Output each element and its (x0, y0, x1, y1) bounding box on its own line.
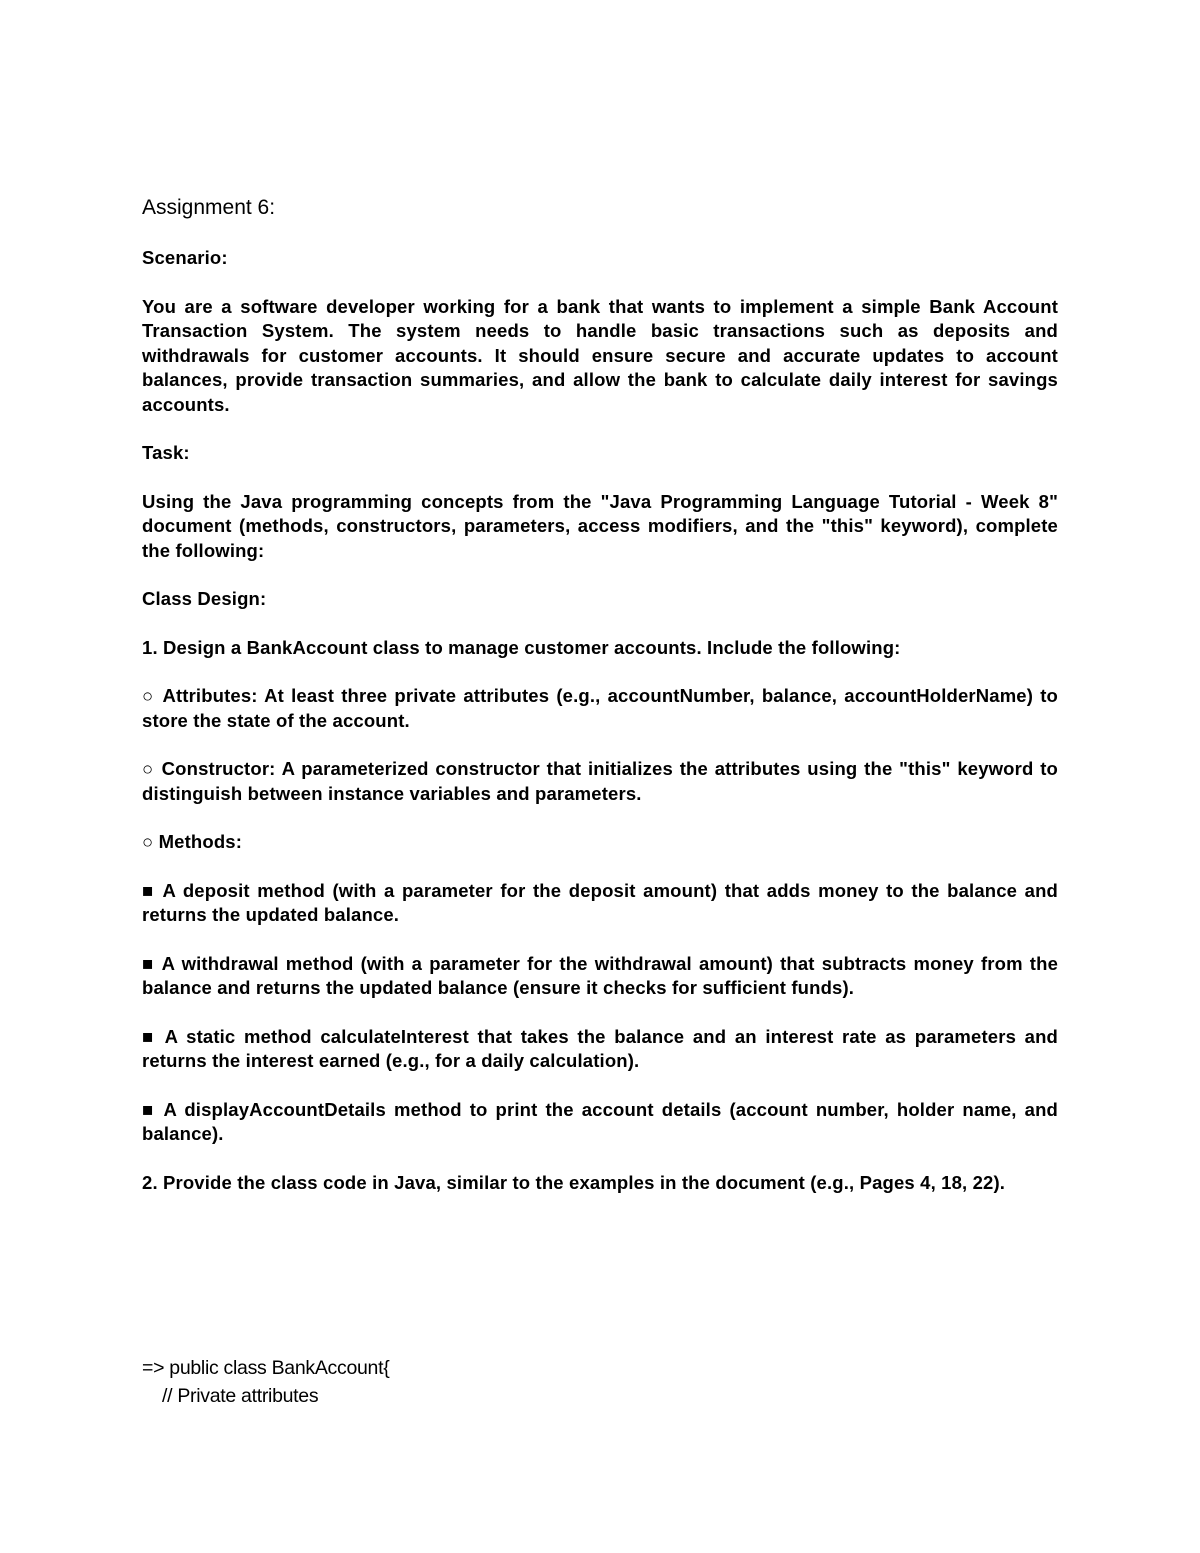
method-deposit-text: A deposit method (with a parameter for the deposit amount) that adds money to the balance and returns the updated balance. (142, 879, 1058, 925)
square-bullet-icon: ■ (142, 952, 156, 974)
method-display-text: A displayAccountDetails method to print the account details (account number, holder name, and balance). (142, 1098, 1058, 1144)
circle-bullet-icon: ○ (142, 758, 155, 779)
methods-item (142, 830, 1058, 855)
document-body (142, 196, 1058, 1219)
attributes-text: Attributes: At least three private attributes (e.g., accountNumber, balance, accountHolderName) to store the state of the account. (142, 685, 1058, 731)
method-interest-item (142, 1025, 1058, 1074)
class-design-heading: Class Design: (142, 588, 267, 609)
square-bullet-icon: ■ (142, 1098, 157, 1120)
code-line: => public class BankAccount{ (142, 1357, 390, 1379)
method-withdrawal-item (142, 952, 1058, 1001)
item-2: 2. Provide the class code in Java, similar to the examples in the document (e.g., Pages 4, 18, 22). (142, 1171, 1006, 1193)
constructor-text: Constructor: A parameterized constructor that initializes the attributes using the "this" keyword to distinguish between instance variables and parameters. (142, 758, 1058, 804)
method-display-item (142, 1098, 1058, 1147)
square-bullet-icon: ■ (142, 1025, 157, 1047)
scenario-paragraph: You are a software developer working for a bank that wants to implement a simple Bank Account Transaction System. The system needs to handle basic transactions such as deposits and withdrawals for customer accounts. It should ensure secure and accurate updates to account balances, provide transaction summaries, and allow the bank to calculate daily interest for savings accounts. (142, 295, 1058, 415)
circle-bullet-icon: ○ (142, 685, 156, 706)
method-deposit-item (142, 879, 1058, 928)
constructor-item (142, 757, 1058, 806)
code-comment: // Private attributes (162, 1385, 319, 1407)
circle-bullet-icon: ○ (142, 831, 154, 852)
task-paragraph: Using the Java programming concepts from the "Java Programming Language Tutorial - Week 8" document (methods, constructors, parameters, access modifiers, and the "this" keyword), complete the following: (142, 490, 1058, 561)
code-snippet (142, 1354, 1058, 1410)
task-heading: Task: (142, 442, 190, 463)
method-withdrawal-text: A withdrawal method (with a parameter for the withdrawal amount) that subtracts money from the balance and returns the updated balance (ensure it checks for sufficient funds). (142, 952, 1059, 998)
assignment-title: Assignment 6: (142, 196, 276, 219)
attributes-item (142, 684, 1058, 733)
item-1: 1. Design a BankAccount class to manage customer accounts. Include the following: (142, 636, 901, 658)
square-bullet-icon: ■ (142, 879, 156, 901)
methods-text: Methods: (158, 831, 243, 852)
method-interest-text: A static method calculateInterest that takes the balance and an interest rate as parameters and returns the interest earned (e.g., for a daily calculation). (142, 1025, 1058, 1071)
scenario-heading: Scenario: (142, 247, 228, 268)
